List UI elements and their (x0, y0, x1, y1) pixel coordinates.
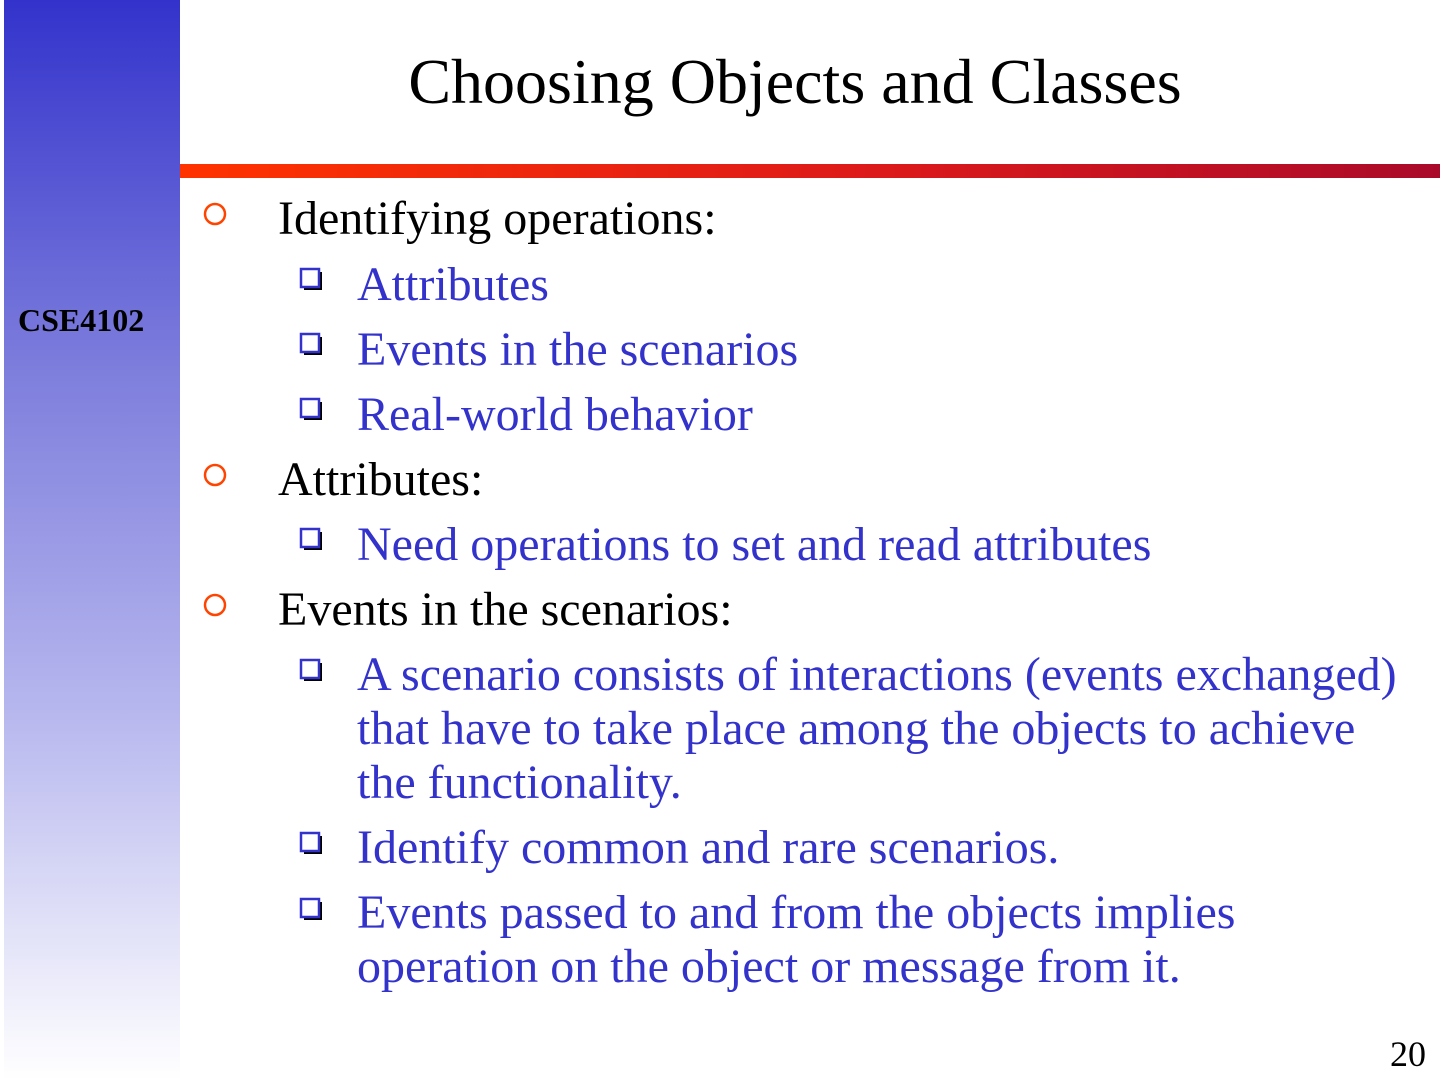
circle-bullet-icon (198, 591, 232, 619)
sub-bullet-set-read: Need operations to set and read attributes (357, 518, 1152, 571)
sub-bullet-real-world: Real-world behavior (357, 388, 753, 441)
sub-bullet-scenario-definition: A scenario consists of interactions (events exchanged) that have to take place among the objects to achieve the functionality. (357, 648, 1397, 809)
square-bullet-icon (298, 526, 326, 554)
bullet-identifying-operations: Identifying operations: (278, 192, 717, 245)
square-bullet-icon (298, 331, 326, 359)
circle-bullet-icon (198, 461, 232, 489)
square-bullet-icon (298, 830, 326, 858)
sub-bullet-attributes: Attributes (357, 258, 549, 311)
square-bullet-icon (298, 657, 326, 685)
circle-bullet-icon (198, 200, 232, 228)
square-bullet-icon (298, 266, 326, 294)
bullet-events-scenarios: Events in the scenarios: (278, 583, 733, 636)
sub-bullet-common-rare: Identify common and rare scenarios. (357, 821, 1060, 874)
page-number: 20 (1390, 1034, 1426, 1074)
slide-title: Choosing Objects and Classes (408, 46, 1182, 117)
square-bullet-icon (298, 896, 326, 924)
sub-bullet-events: Events in the scenarios (357, 323, 799, 376)
course-code: CSE4102 (18, 302, 145, 338)
square-bullet-icon (298, 396, 326, 424)
bullet-attributes: Attributes: (278, 453, 484, 506)
sub-bullet-events-passed: Events passed to and from the objects implies operation on the object or message from it. (357, 886, 1236, 993)
